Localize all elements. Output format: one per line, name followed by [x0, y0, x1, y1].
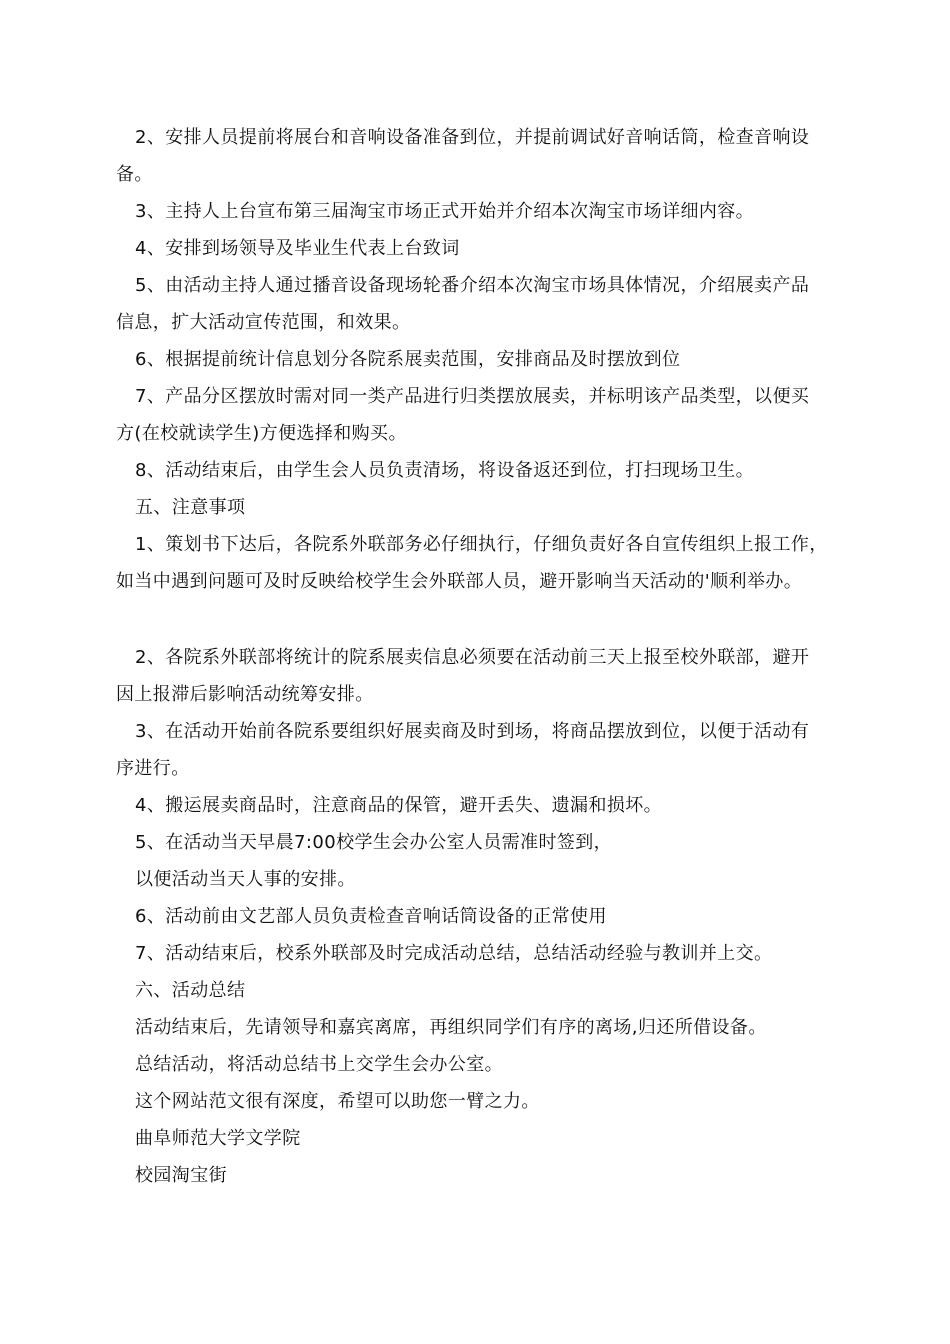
paragraph-line: 以便活动当天人事的安排。	[135, 869, 356, 890]
paragraph-line: 4、安排到场领导及毕业生代表上台致词	[135, 238, 460, 259]
paragraph-line: 因上报滞后影响活动统筹安排。	[116, 684, 374, 705]
paragraph-line: 6、根据提前统计信息划分各院系展卖范围，安排商品及时摆放到位	[135, 349, 681, 370]
paragraph-line: 6、活动前由文艺部人员负责检查音响话筒设备的正常使用	[135, 906, 607, 927]
paragraph-line: 2、安排人员提前将展台和音响设备准备到位，并提前调试好音响话筒，检查音响设	[135, 127, 810, 148]
paragraph-line: 信息，扩大活动宣传范围，和效果。	[116, 312, 411, 333]
section-heading: 五、注意事项	[135, 497, 246, 518]
paragraph-line: 7、活动结束后，校系外联部及时完成活动总结，总结活动经验与教训并上交。	[135, 943, 773, 964]
section-heading: 六、活动总结	[135, 980, 246, 1001]
paragraph-line: 3、主持人上台宣布第三届淘宝市场正式开始并介绍本次淘宝市场详细内容。	[135, 201, 755, 222]
paragraph-line: 5、由活动主持人通过播音设备现场轮番介绍本次淘宝市场具体情况，介绍展卖产品	[135, 275, 810, 296]
paragraph-line: 方(在校就读学生)方便选择和购买。	[116, 423, 407, 444]
paragraph-line: 7、产品分区摆放时需对同一类产品进行归类摆放展卖，并标明该产品类型，以便买	[135, 386, 810, 407]
signature-organization: 曲阜师范大学文学院	[135, 1128, 301, 1149]
paragraph-line: 备。	[116, 164, 153, 185]
paragraph-line: 活动结束后，先请领导和嘉宾离席，再组织同学们有序的离场,归还所借设备。	[135, 1017, 767, 1038]
paragraph-line: 序进行。	[116, 758, 190, 779]
signature-name: 校园淘宝街	[135, 1165, 227, 1186]
paragraph-line: 4、搬运展卖商品时，注意商品的保管，避开丢失、遗漏和损坏。	[135, 795, 663, 816]
paragraph-line: 1、策划书下达后，各院系外联部务必仔细执行，仔细负责好各自宣传组织上报工作，	[135, 534, 828, 555]
paragraph-line: 总结活动，将活动总结书上交学生会办公室。	[135, 1054, 503, 1075]
paragraph-line: 这个网站范文很有深度，希望可以助您一臂之力。	[135, 1091, 540, 1112]
paragraph-line: 5、在活动当天早晨7:00校学生会办公室人员需准时签到，	[135, 832, 613, 853]
paragraph-line: 如当中遇到问题可及时反映给校学生会外联部人员，避开影响当天活动的'顺利举办。	[116, 571, 803, 592]
paragraph-line: 8、活动结束后，由学生会人员负责清场，将设备返还到位，打扫现场卫生。	[135, 460, 755, 481]
paragraph-line: 2、各院系外联部将统计的院系展卖信息必须要在活动前三天上报至校外联部，避开	[135, 647, 810, 668]
paragraph-line: 3、在活动开始前各院系要组织好展卖商及时到场，将商品摆放到位，以便于活动有	[135, 721, 810, 742]
